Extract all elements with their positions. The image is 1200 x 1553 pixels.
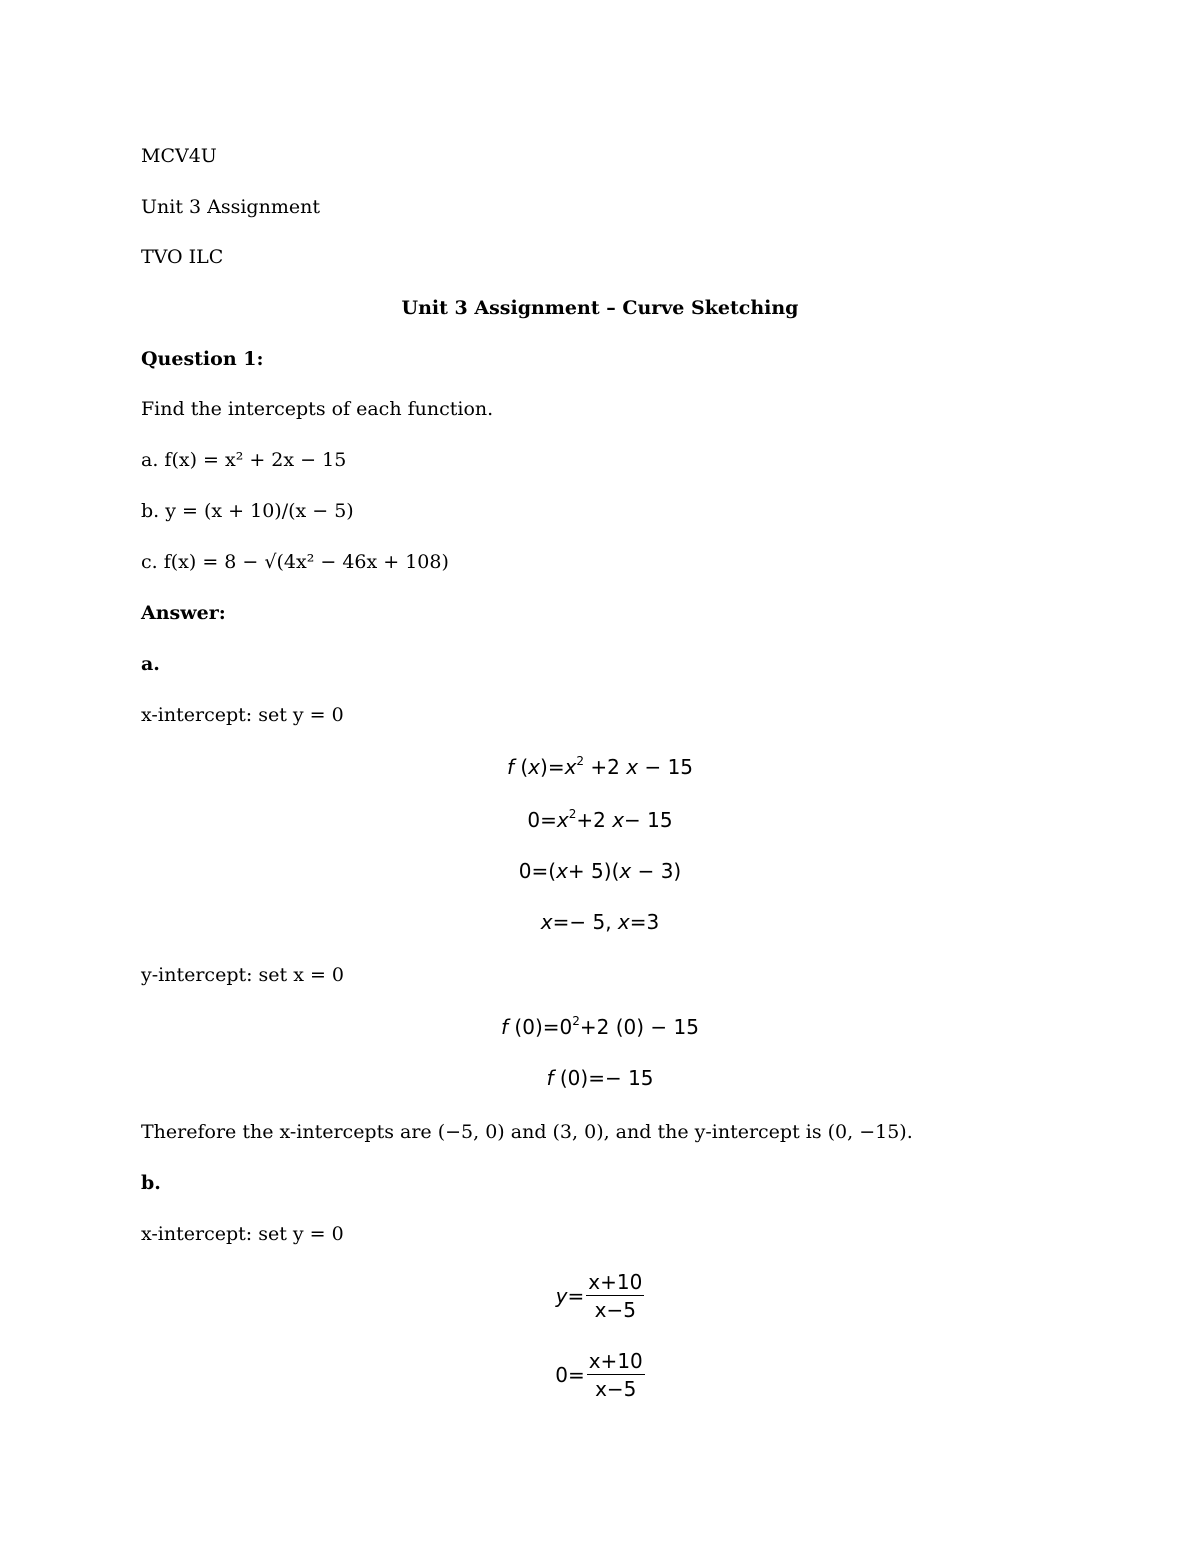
equation-b2-lhs: 0 xyxy=(555,1363,568,1387)
question-part-c: c. f(x) = 8 − √(4x² − 46x + 108) xyxy=(141,551,449,573)
answer-part-b-label: b. xyxy=(141,1172,161,1194)
fraction-denominator: x−5 xyxy=(595,1377,637,1401)
equation-a2: $0=x^2+2$ x− 15 xyxy=(527,807,673,832)
fraction xyxy=(587,1349,645,1401)
fraction xyxy=(586,1270,644,1322)
question-prompt: Find the intercepts of each function. xyxy=(141,398,494,420)
equation-a3: 0=(x+ 5)(x − 3) xyxy=(518,859,682,883)
part-a-y-intercept-heading: y-intercept: set x = 0 xyxy=(141,964,345,986)
equation-b2: 0 = $\frac{x+10}{x-5}$ xyxy=(555,1349,643,1401)
question-label: Question 1: xyxy=(141,348,264,370)
equation-a5: f $(0)=0^2+2$ (0) − 15 xyxy=(501,1014,699,1039)
equation-a4: x=− 5, x=3 xyxy=(540,910,660,934)
page-title: Unit 3 Assignment – Curve Sketching xyxy=(401,297,799,319)
question-part-b: b. y = (x + 10)/(x − 5) xyxy=(141,500,354,522)
fraction-denominator: x−5 xyxy=(594,1298,636,1322)
part-b-x-intercept-heading: x-intercept: set y = 0 xyxy=(141,1223,344,1245)
course-code: MCV4U xyxy=(141,145,217,167)
question-part-a: a. f(x) = x² + 2x − 15 xyxy=(141,449,347,471)
fraction-numerator: x+10 xyxy=(588,1270,643,1294)
equation-a6: f (0)=− 15 xyxy=(546,1066,654,1090)
part-a-x-intercept-heading: x-intercept: set y = 0 xyxy=(141,704,344,726)
fraction-numerator: x+10 xyxy=(588,1349,643,1373)
school-name: TVO ILC xyxy=(141,246,224,268)
equation-b1-lhs: y xyxy=(555,1284,568,1308)
assignment-name: Unit 3 Assignment xyxy=(141,196,320,218)
part-a-conclusion: Therefore the x-intercepts are (−5, 0) and (3, 0), and the y-intercept is (0, −15). xyxy=(141,1121,913,1143)
answer-label: Answer: xyxy=(141,602,226,624)
equation-b1: y = $\frac{x+10}{x-5}$ xyxy=(555,1270,643,1322)
answer-part-a-label: a. xyxy=(141,653,160,675)
equation-a1: f $(x)=x^2 +2$ x − 15 xyxy=(506,754,694,779)
